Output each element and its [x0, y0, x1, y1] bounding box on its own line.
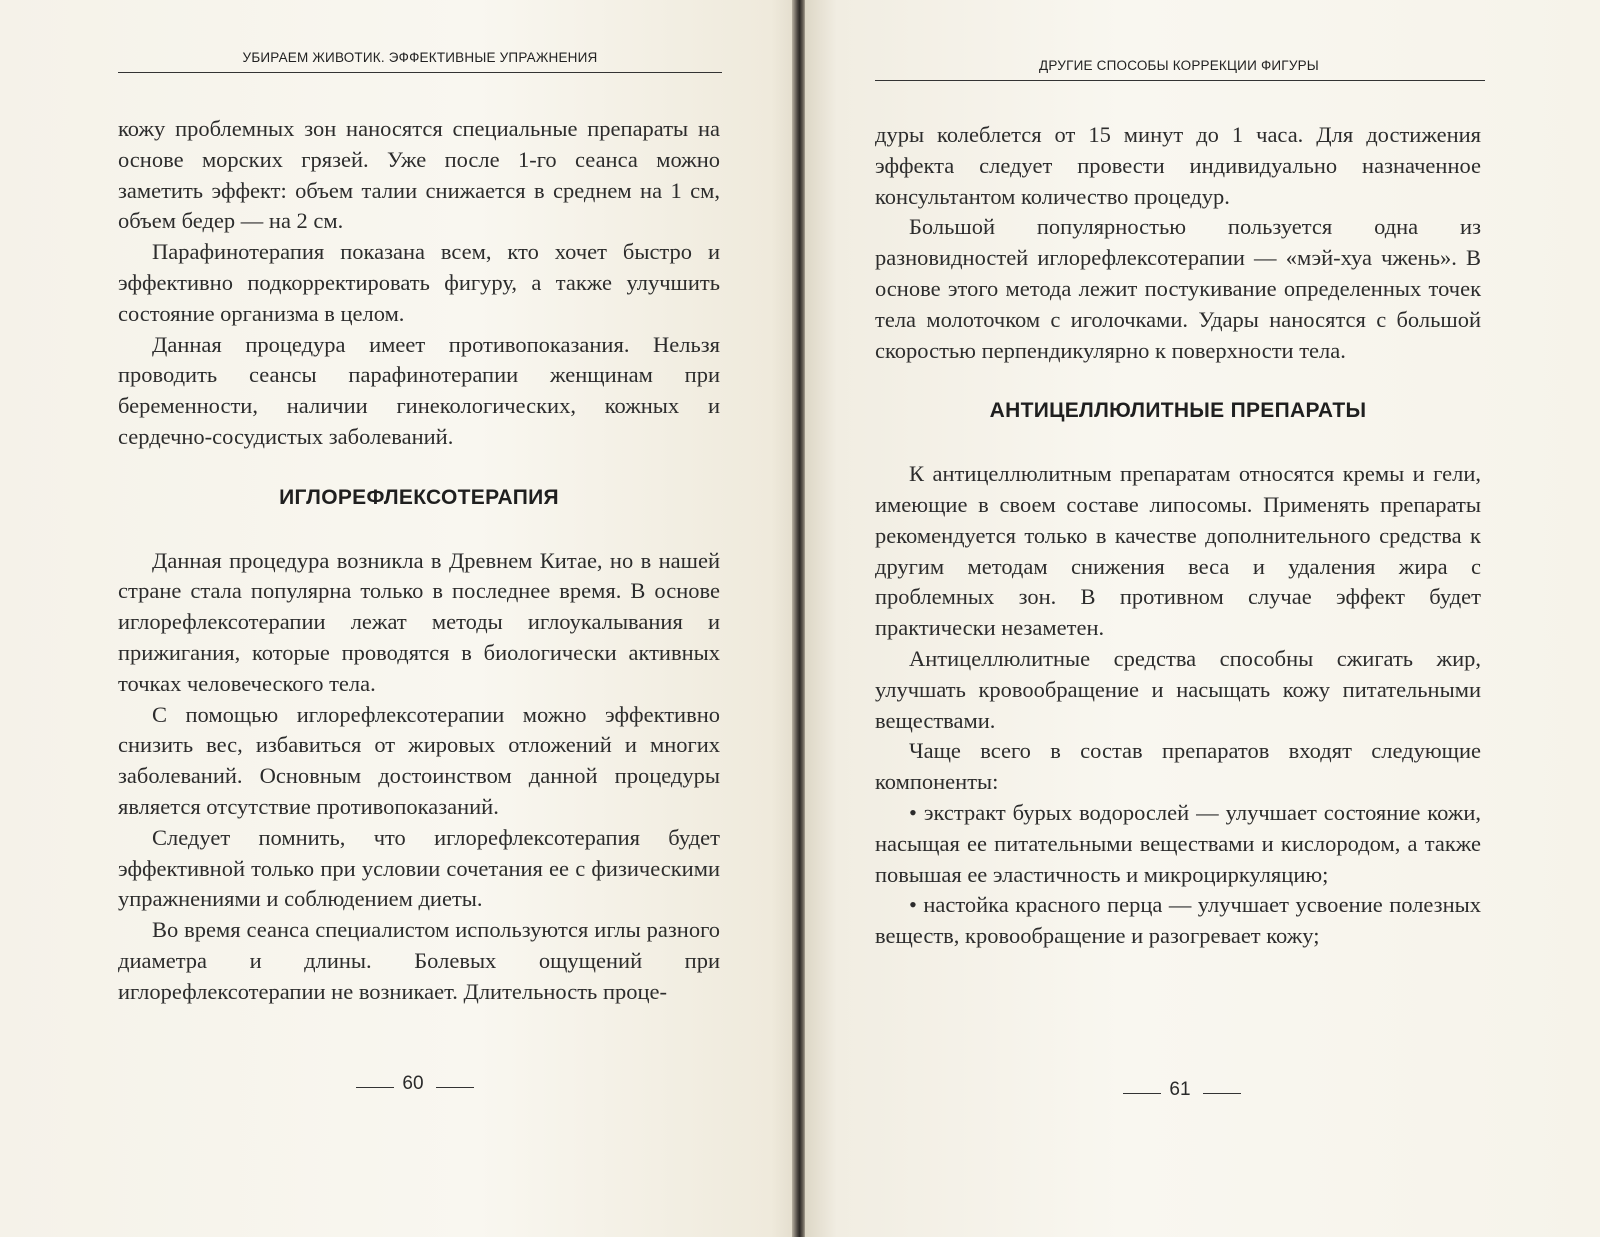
section-heading: ИГЛОРЕФЛЕКСОТЕРАПИЯ: [279, 485, 559, 509]
paragraph: Следует помнить, что иглорефлексотерапия будет эффективной только при условии сочетания ее с физическими упражнениями и соблюдением диеты.: [118, 824, 720, 912]
paragraph: дуры колеблется от 15 минут до 1 часа. Для достижения эффекта следует провести индивидуально назначенное консультантом количество процедур.: [875, 122, 1481, 209]
paragraph: Во время сеанса специалистом используются иглы разного диаметра и длины. Болевых ощущений при иглорефлексотерапии не возникает. Длительность проце-: [118, 917, 720, 1004]
page-number: 61: [1169, 1079, 1191, 1100]
paragraph: К антицеллюлитным препаратам относятся кремы и гели, имеющие в своем составе липосомы. Применять препараты рекомендуется только в качестве дополнительного средства к другим методам снижения веса и удаления жира с проблемных зон. В противном случае эффект будет практически незаметен.: [875, 461, 1481, 641]
paragraph: Данная процедура возникла в Древнем Китае, но в нашей стране стала популярна только в последнее время. В основе иглорефлексотерапии лежат методы иглоукалывания и прижигания, которые проводятся в биологически активных точках человеческого тела.: [118, 547, 720, 696]
paragraph: Антицеллюлитные средства способны сжигать жир, улучшать кровообращение и насыщать кожу питательными веществами.: [875, 645, 1481, 733]
page-number: 60: [402, 1073, 424, 1094]
folio-line-left-b: [436, 1087, 474, 1088]
folio-line-right-b: [1203, 1093, 1241, 1094]
running-head-right: ДРУГИЕ СПОСОБЫ КОРРЕКЦИИ ФИГУРЫ: [1039, 58, 1319, 73]
bullet-item: • настойка красного перца — улучшает усвоение полезных веществ, кровообращение и разогревает кожу;: [875, 890, 1481, 952]
paragraph: С помощью иглорефлексотерапии можно эффективно снизить вес, избавиться от жировых отложений и многих заболеваний. Основным достоинством данной процедуры является отсутствие противопоказаний.: [118, 701, 720, 819]
paragraph: Чаще всего в состав препаратов входят следующие компоненты:: [875, 738, 1481, 795]
section-heading: АНТИЦЕЛЛЮЛИТНЫЕ ПРЕПАРАТЫ: [989, 399, 1367, 423]
paragraph: Парафинотерапия показана всем, кто хочет быстро и эффективно подкорректировать фигуру, а также улучшить состояние организма в целом.: [118, 239, 720, 326]
bullet-item: • экстракт бурых водорослей — улучшает состояние кожи, насыщая ее питательными веществами и кислородом, а также повышая ее эластичность и микроциркуляцию;: [875, 798, 1481, 890]
header-rule-left: [118, 72, 722, 73]
paragraph: кожу проблемных зон наносятся специальные препараты на основе морских грязей. Уже после 1-го сеанса можно заметить эффект: объем талии снижается в среднем на 1 см, объем бедер — на 2 см.: [118, 116, 720, 234]
right-body: [875, 120, 1481, 952]
book-gutter: [792, 0, 806, 1237]
left-body: [118, 114, 720, 1008]
header-rule-right: [875, 80, 1485, 81]
paragraph: Данная процедура имеет противопоказания. Нельзя проводить сеансы парафинотерапии женщинам при беременности, наличии гинекологических, кожных и сердечно-сосудистых заболеваний.: [118, 331, 720, 449]
paragraph: Большой популярностью пользуется одна из разновидностей иглорефлексотерапии — «мэй-хуа чжень». В основе этого метода лежит постукивание определенных точек тела молоточком с иголочками. Удары наносятся с большой скоростью перпендикулярно к поверхности тела.: [875, 214, 1481, 363]
left-page: [0, 0, 795, 1237]
right-page: [805, 0, 1600, 1237]
running-head-left: УБИРАЕМ ЖИВОТИК. ЭФФЕКТИВНЫЕ УПРАЖНЕНИЯ: [242, 50, 598, 65]
